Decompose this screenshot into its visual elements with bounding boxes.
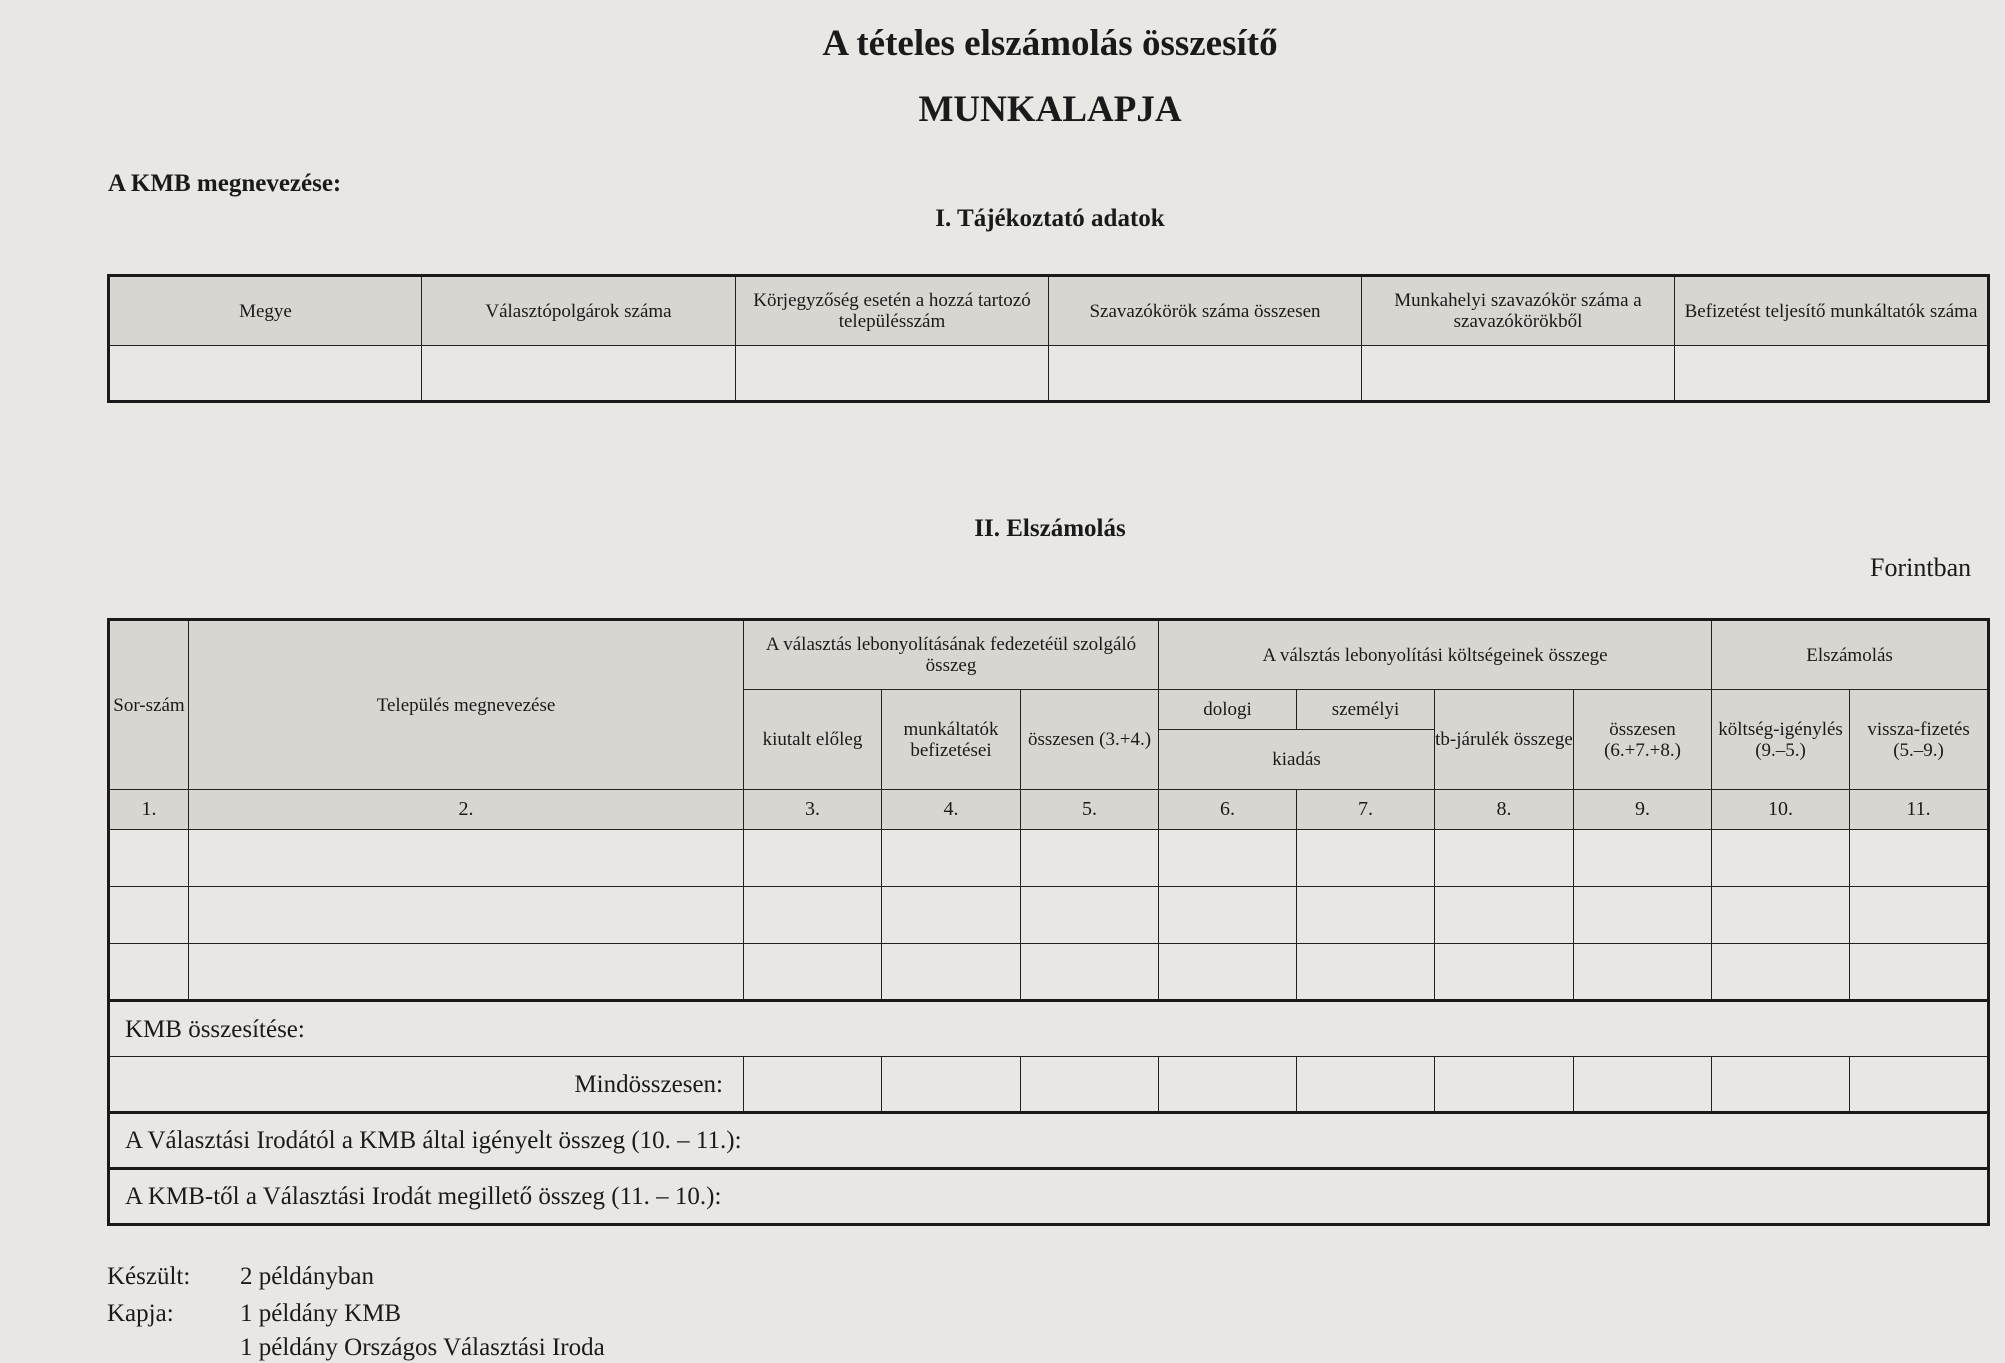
column-number: 5. [1021, 790, 1159, 830]
column-number: 7. [1297, 790, 1435, 830]
header-fedezet-group: A választás lebonyolításának fedezetéül szolgáló összeg [744, 620, 1159, 690]
data-cell[interactable] [1435, 887, 1574, 944]
header-visszafizetes: vissza-fizetés (5.–9.) [1850, 690, 1989, 790]
column-number: 1. [109, 790, 189, 830]
total-cell[interactable] [1850, 1057, 1989, 1113]
section1-title: I. Tájékoztató adatok [935, 205, 1165, 232]
data-cell[interactable] [744, 887, 882, 944]
section2-title: II. Elszámolás [974, 515, 1126, 542]
data-cell[interactable] [1712, 830, 1850, 887]
data-cell[interactable] [1021, 944, 1159, 1001]
due-amount-label: A KMB-től a Választási Irodát megillető összeg (11. – 10.): [109, 1169, 1989, 1225]
total-cell[interactable] [1712, 1057, 1850, 1113]
page-subtitle: MUNKALAPJA [918, 89, 1182, 130]
data-cell[interactable] [1297, 887, 1435, 944]
claimed-amount-label: A Választási Irodától a KMB által igényelt összeg (10. – 11.): [109, 1113, 1989, 1169]
data-cell[interactable] [1159, 944, 1297, 1001]
header-szavazokorok: Szavazókörök száma összesen [1049, 276, 1362, 346]
receives-ovi: 1 példány Országos Választási Iroda [240, 1334, 605, 1361]
total-cell[interactable] [882, 1057, 1021, 1113]
header-tb: tb-járulék összege [1435, 690, 1574, 790]
total-cell[interactable] [1435, 1057, 1574, 1113]
info-cell-megye[interactable] [109, 346, 422, 402]
made-label: Készült: [107, 1263, 191, 1290]
header-befizetest: Befizetést teljesítő munkáltatók száma [1675, 276, 1989, 346]
data-cell[interactable] [1712, 887, 1850, 944]
info-cell-befizetest[interactable] [1675, 346, 1989, 402]
total-cell[interactable] [1159, 1057, 1297, 1113]
header-munkaltatok: munkáltatók befizetései [882, 690, 1021, 790]
data-cell[interactable] [1159, 887, 1297, 944]
header-sorszam: Sor-szám [109, 620, 189, 790]
info-cell-valasztopolgarok[interactable] [422, 346, 736, 402]
kmb-name-label: A KMB megnevezése: [108, 170, 342, 197]
header-kiutalt: kiutalt előleg [744, 690, 882, 790]
header-megye: Megye [109, 276, 422, 346]
data-cell[interactable] [882, 830, 1021, 887]
header-kiadas: kiadás [1159, 730, 1435, 790]
info-cell-szavazokorok[interactable] [1049, 346, 1362, 402]
data-cell[interactable] [189, 830, 744, 887]
data-cell[interactable] [882, 887, 1021, 944]
data-cell[interactable] [744, 944, 882, 1001]
kmb-summary-label: KMB összesítése: [109, 1001, 1989, 1057]
grand-total-label: Mindösszesen: [109, 1057, 744, 1113]
data-cell[interactable] [1850, 830, 1989, 887]
header-korjegyzoseg: Körjegyzőség esetén a hozzá tartozó településszám [736, 276, 1049, 346]
data-cell[interactable] [1850, 944, 1989, 1001]
data-cell[interactable] [109, 944, 189, 1001]
info-cell-korjegyzoseg[interactable] [736, 346, 1049, 402]
column-number: 8. [1435, 790, 1574, 830]
header-koltseg-group: A válsztás lebonyolítási költségeinek összege [1159, 620, 1712, 690]
unit-label: Forintban [1870, 553, 1972, 582]
column-number: 2. [189, 790, 744, 830]
total-cell[interactable] [1574, 1057, 1712, 1113]
data-cell[interactable] [1159, 830, 1297, 887]
column-number: 3. [744, 790, 882, 830]
header-koltsegigenyles: költség-igénylés (9.–5.) [1712, 690, 1850, 790]
info-table [107, 274, 1990, 403]
page-title: A tételes elszámolás összesítő [822, 23, 1278, 64]
data-cell[interactable] [189, 944, 744, 1001]
column-number: 6. [1159, 790, 1297, 830]
total-cell[interactable] [744, 1057, 882, 1113]
info-cell-munkahelyi[interactable] [1362, 346, 1675, 402]
data-cell[interactable] [1850, 887, 1989, 944]
table-row [109, 944, 1989, 1001]
total-cell[interactable] [1021, 1057, 1159, 1113]
table-row [109, 830, 1989, 887]
header-telepules: Település megnevezése [189, 620, 744, 790]
data-cell[interactable] [1435, 944, 1574, 1001]
data-cell[interactable] [882, 944, 1021, 1001]
data-cell[interactable] [1297, 944, 1435, 1001]
made-value: 2 példányban [240, 1263, 374, 1290]
data-cell[interactable] [189, 887, 744, 944]
column-number: 4. [882, 790, 1021, 830]
header-valasztopolgarok: Választópolgárok száma [422, 276, 736, 346]
data-cell[interactable] [1574, 830, 1712, 887]
settlement-table [107, 618, 1990, 1226]
data-cell[interactable] [1021, 830, 1159, 887]
data-cell[interactable] [744, 830, 882, 887]
data-cell[interactable] [1574, 887, 1712, 944]
data-cell[interactable] [1021, 887, 1159, 944]
header-szemelyi: személyi [1297, 690, 1435, 730]
data-cell[interactable] [1574, 944, 1712, 1001]
data-cell[interactable] [1435, 830, 1574, 887]
total-cell[interactable] [1297, 1057, 1435, 1113]
column-number: 11. [1850, 790, 1989, 830]
data-cell[interactable] [109, 830, 189, 887]
receives-label: Kapja: [107, 1300, 174, 1327]
header-osszesen-345: összesen (3.+4.) [1021, 690, 1159, 790]
column-number: 10. [1712, 790, 1850, 830]
data-cell[interactable] [1297, 830, 1435, 887]
data-cell[interactable] [109, 887, 189, 944]
receives-kmb: 1 példány KMB [240, 1300, 402, 1327]
header-munkahelyi: Munkahelyi szavazókör száma a szavazókörökből [1362, 276, 1675, 346]
table-row [109, 887, 1989, 944]
data-cell[interactable] [1712, 944, 1850, 1001]
header-elszamolas-group: Elszámolás [1712, 620, 1989, 690]
header-osszesen-678: összesen (6.+7.+8.) [1574, 690, 1712, 790]
header-dologi: dologi [1159, 690, 1297, 730]
column-number: 9. [1574, 790, 1712, 830]
